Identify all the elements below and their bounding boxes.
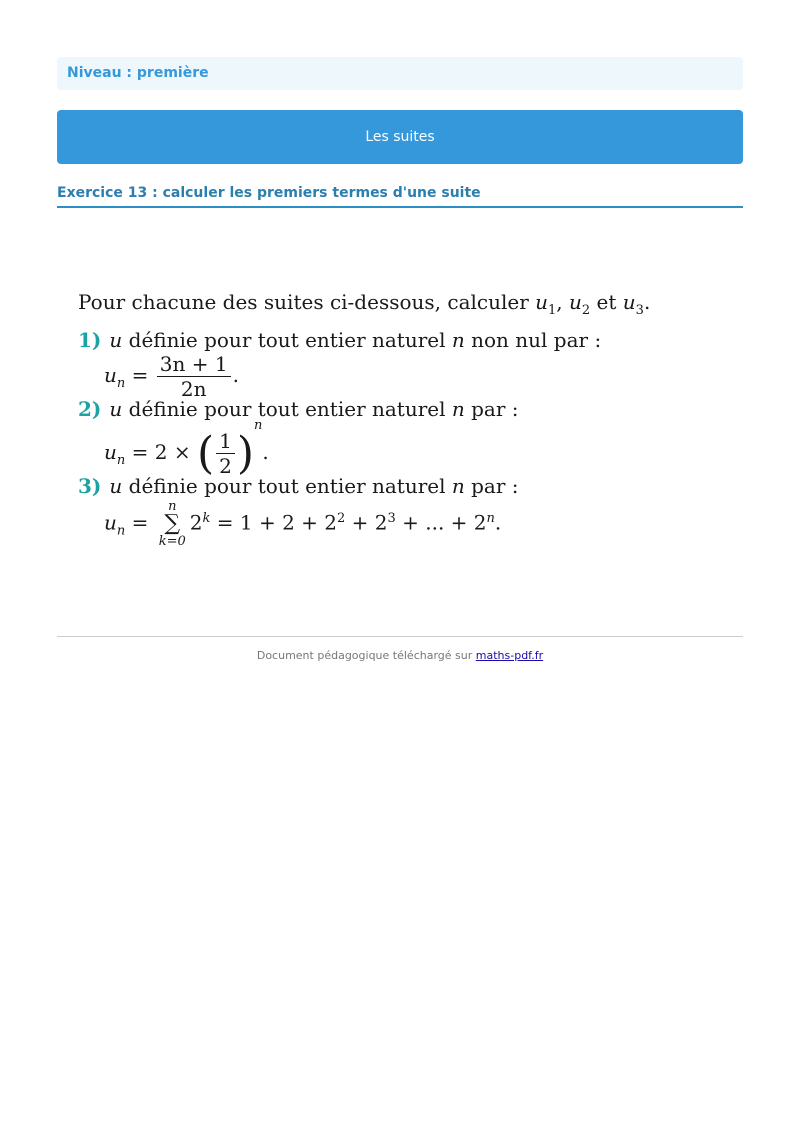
level-badge: Niveau : première [57, 57, 743, 90]
fraction: $\frac{1}{2}$ [216, 429, 235, 478]
formula-2: $u_n = 2$ × ( $\frac{1}{2}$ )$^n$. [104, 418, 269, 479]
formula-3: $u_n$ = n ∑ k=0 $2^k = 1 + 2 + 2^2 + 2^3$ + ... + $2^n$. [104, 499, 502, 549]
exercise-title: Exercice 13 : calculer les premiers termes d'une suite [57, 185, 743, 208]
footer [57, 649, 743, 662]
question-1: 1) u définie pour tout entier naturel n non nul par : [78, 328, 602, 352]
fraction: $\frac{3n + 1}{2n}$ [157, 352, 231, 401]
formula-1: $u_n$ = $\frac{3n + 1}{2n}$ . [104, 352, 239, 401]
question-number: 3) [78, 474, 102, 498]
question-number: 1) [78, 328, 102, 352]
question-2: 2) u définie pour tout entier naturel n par : [78, 397, 519, 421]
chapter-banner: Les suites [57, 110, 743, 164]
exercise-intro: Pour chacune des suites ci-dessous, calculer $u_1$, $u_2$ et $u_3$. [78, 290, 651, 318]
footer-link[interactable]: maths-pdf.fr [475, 649, 544, 662]
question-number: 2) [78, 397, 102, 421]
summation: n ∑ k=0 [158, 499, 186, 549]
footer-text: Document pédagogique téléchargé sur [256, 649, 473, 662]
question-3: 3) u définie pour tout entier naturel n par : [78, 474, 519, 498]
footer-divider [57, 636, 743, 637]
